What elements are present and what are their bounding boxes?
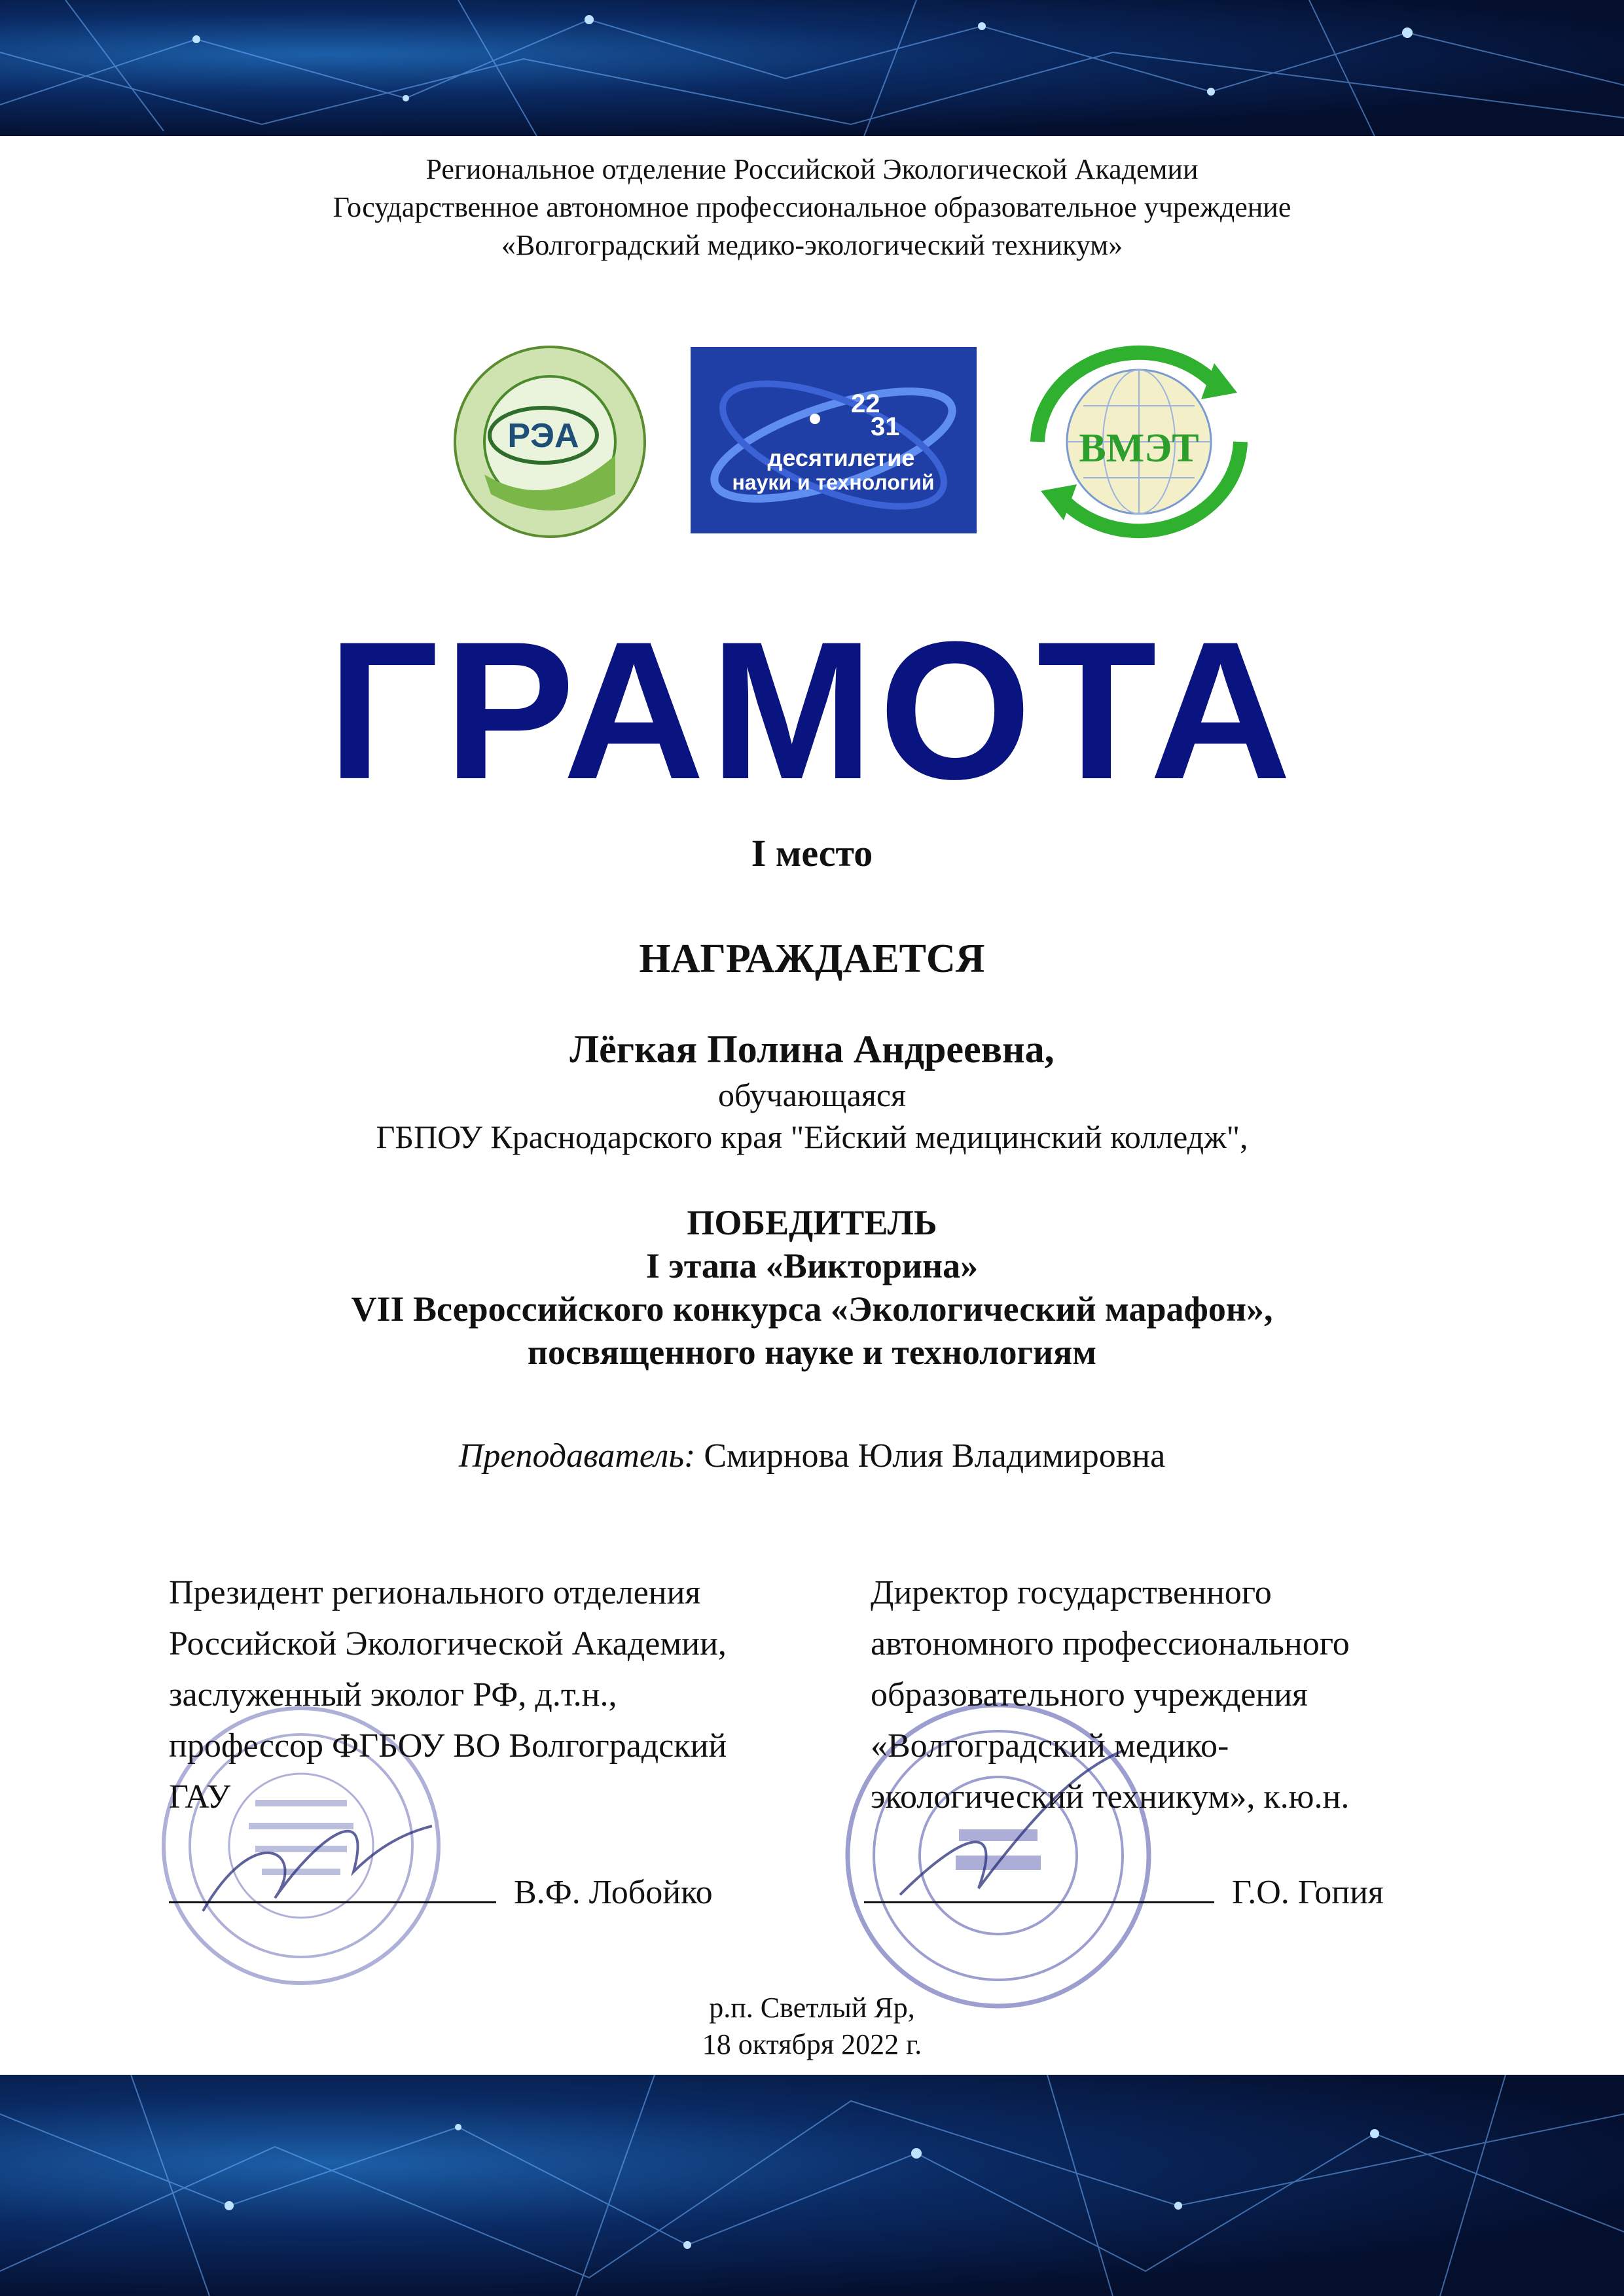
right-signatory-block: [871, 1568, 1473, 1823]
signature-rule: [169, 1901, 496, 1903]
left-signatory-line: заслуженный эколог РФ, д.т.н.,: [169, 1676, 617, 1713]
left-signatory-block: [169, 1568, 823, 1823]
right-signature-line: [864, 1873, 1384, 1912]
rea-logo-icon: [452, 344, 648, 540]
teacher-name: Смирнова Юлия Владимировна: [704, 1437, 1166, 1475]
bottom-banner: [0, 2075, 1624, 2296]
vmet-logo-text: ВМЭТ: [1079, 426, 1199, 471]
header-line: Региональное отделение Российской Экологической Академии: [425, 153, 1199, 185]
place-label: I место: [751, 832, 873, 874]
teacher-label: Преподаватель:: [458, 1437, 696, 1475]
awarded-label: НАГРАЖДАЕТСЯ: [639, 937, 985, 981]
document-title: ГРАМОТА: [327, 600, 1297, 820]
winner-block: [0, 1201, 1624, 1374]
left-signatory-name: В.Ф. Лобойко: [514, 1874, 713, 1911]
left-signatory-line: профессор ФГБОУ ВО Волгоградский: [169, 1727, 727, 1765]
left-signatory-line: Президент регионального отделения: [169, 1574, 701, 1611]
decade-science-logo-icon: [691, 347, 977, 533]
logos-row: [0, 344, 1624, 540]
network-lines-decoration: [0, 2075, 1624, 2296]
right-signatory-line: автономного профессионального: [871, 1625, 1350, 1662]
left-signature-line: [169, 1873, 713, 1912]
decade-line2: науки и технологий: [732, 471, 935, 494]
left-signatory-line: ГАУ: [169, 1778, 231, 1816]
right-signatory-line: «Волгоградский медико-: [871, 1727, 1229, 1765]
winner-line: ПОБЕДИТЕЛЬ: [687, 1203, 937, 1242]
header-line: Государственное автономное профессиональное образовательное учреждение: [333, 191, 1291, 223]
header-line: «Волгоградский медико-экологический техникум»: [501, 229, 1123, 261]
network-lines-decoration: [0, 0, 1624, 136]
decade-num1: 22: [851, 389, 880, 418]
footer-block: [0, 1990, 1624, 2063]
decade-line1: десятилетие: [767, 444, 915, 471]
right-signatory-line: Директор государственного: [871, 1574, 1272, 1611]
right-signatory-line: экологический техникум», к.ю.н.: [871, 1778, 1350, 1816]
winner-line: I этапа «Викторина»: [645, 1246, 979, 1285]
right-signatory-name: Г.О. Гопия: [1232, 1874, 1384, 1911]
right-signatory-line: образовательного учреждения: [871, 1676, 1308, 1713]
recipient-block: [0, 1024, 1624, 1158]
left-signatory-line: Российской Экологической Академии,: [169, 1625, 727, 1662]
winner-line: посвященного науке и технологиям: [527, 1333, 1097, 1372]
footer-place: р.п. Светлый Яр,: [709, 1992, 915, 2024]
top-banner: [0, 0, 1624, 136]
vmet-logo-icon: [1018, 344, 1260, 540]
recipient-role: обучающаяся: [717, 1077, 907, 1113]
recipient-name: Лёгкая Полина Андреевна,: [569, 1028, 1055, 1071]
footer-date: 18 октября 2022 г.: [702, 2028, 922, 2060]
issuer-header: [0, 151, 1624, 264]
rea-logo-text: РЭА: [507, 417, 579, 455]
recipient-org: ГБПОУ Краснодарского края "Ейский медицинский колледж",: [376, 1119, 1248, 1155]
teacher-line: [0, 1437, 1624, 1475]
signature-rule: [864, 1901, 1214, 1903]
decade-num2: 31: [871, 412, 900, 441]
winner-line: VII Всероссийского конкурса «Экологический марафон»,: [351, 1289, 1273, 1329]
